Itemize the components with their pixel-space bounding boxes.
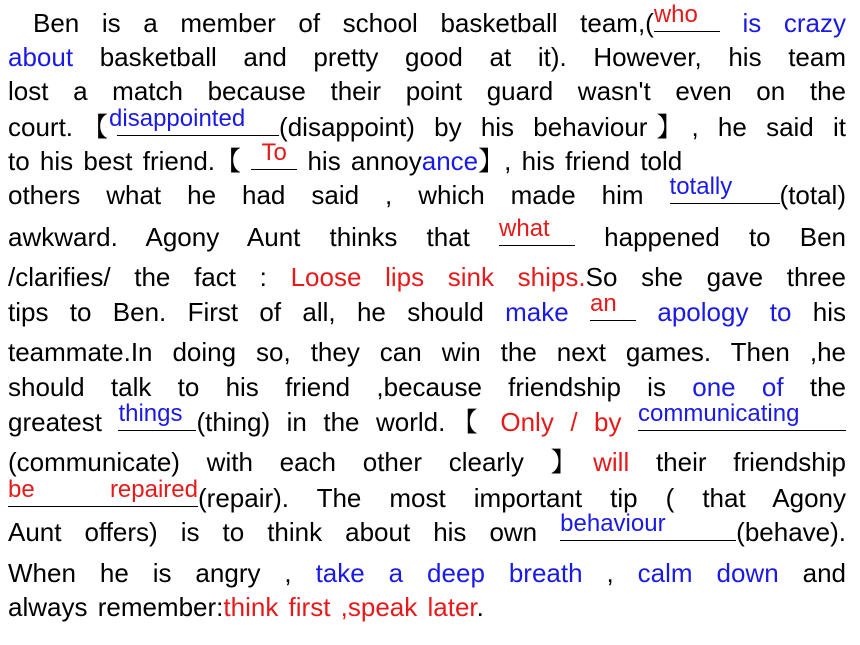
blank-1 (653, 1, 720, 32)
text: (disappoint) by his behaviour】, he said it (279, 112, 846, 142)
phrase-blue: is crazy (719, 8, 846, 38)
blank-7 (118, 400, 196, 431)
line-15 (8, 510, 846, 547)
text: the (783, 372, 846, 402)
phrase-red: Loose lips sink ships. (290, 262, 586, 292)
text: . (476, 592, 484, 622)
blank-8 (638, 400, 846, 431)
line-17 (8, 592, 484, 622)
answer-be-repaired: be repaired (8, 476, 198, 503)
text: always remember: (8, 592, 224, 622)
text: (repair). The most important tip ( that Agony (198, 483, 846, 513)
text: greatest (8, 407, 119, 437)
phrase-blue: calm down (637, 558, 779, 588)
text: lost a match because their point guard wasn't even on the (8, 76, 846, 106)
text: Aunt offers) is to think about his own (8, 517, 561, 547)
text: tips to Ben. First of all, he should (8, 297, 506, 327)
answer-an: an (590, 290, 617, 317)
text: his (791, 297, 847, 327)
text: (behave). (736, 517, 846, 547)
line-9 (8, 290, 847, 327)
answer-totally: totally (669, 173, 733, 200)
text: their friendship (629, 447, 846, 477)
text: So she gave three (585, 262, 846, 292)
text: Ben is a member of school basketball team,( (33, 8, 654, 38)
blank-4 (669, 173, 780, 204)
phrase-blue: one of (692, 372, 784, 402)
answer-behaviour: behaviour (560, 510, 666, 537)
answer-disappointed: disappointed (109, 105, 246, 132)
blank-5 (499, 215, 575, 246)
text: basketball and pretty good at it). However, his team (73, 42, 846, 72)
text: court.【 (8, 112, 118, 142)
line-4 (8, 105, 846, 142)
line-3 (8, 76, 846, 106)
line-8 (8, 262, 846, 292)
phrase-red: Only / by (500, 407, 622, 437)
line-14 (8, 476, 846, 513)
line-1 (8, 1, 846, 38)
text: /clarifies/ the fact : (8, 262, 291, 292)
text: happened to Ben (575, 222, 847, 252)
text: others what he had said , which made him (8, 180, 670, 210)
text: 】, his friend told (478, 146, 683, 176)
answer-communicating: communicating (638, 400, 800, 427)
text: and (778, 558, 846, 588)
blank-3 (251, 139, 297, 170)
line-11 (8, 372, 846, 402)
line-10 (8, 337, 846, 367)
line-5 (8, 139, 683, 176)
text: (communicate) with each other clearly 】 (8, 447, 594, 477)
line-13 (8, 447, 846, 477)
phrase-red: think first ,speak later (223, 592, 477, 622)
text: awkward. Agony Aunt thinks that (8, 222, 500, 252)
line-7 (8, 215, 847, 252)
text: teammate.In doing so, they can win the next games. Then ,he (8, 337, 846, 367)
line-2 (8, 42, 846, 72)
phrase-blue: about (8, 42, 74, 72)
phrase-blue: take a deep breath (315, 558, 583, 588)
blank-9 (8, 476, 198, 507)
line-12 (8, 400, 846, 437)
phrase-blue: make (505, 297, 569, 327)
line-6 (8, 173, 846, 210)
text: When he is angry , (8, 558, 316, 588)
text: (thing) in the world.【 (196, 407, 501, 437)
suffix-blue: ance (421, 146, 479, 176)
answer-to: To (261, 139, 287, 166)
answer-things: things (118, 400, 183, 427)
phrase-red: will (593, 447, 630, 477)
text: , (582, 558, 638, 588)
text: (total) (779, 180, 846, 210)
line-16 (8, 558, 846, 588)
text: his annoy (297, 146, 422, 176)
text: to his best friend.【 (8, 146, 252, 176)
phrase-blue: apology to (657, 297, 792, 327)
answer-what: what (499, 215, 550, 242)
blank-6 (590, 290, 636, 321)
blank-10 (560, 510, 736, 541)
blank-2 (109, 105, 279, 136)
text: should talk to his friend ,because friendship is (8, 372, 693, 402)
answer-who: who (653, 1, 698, 28)
